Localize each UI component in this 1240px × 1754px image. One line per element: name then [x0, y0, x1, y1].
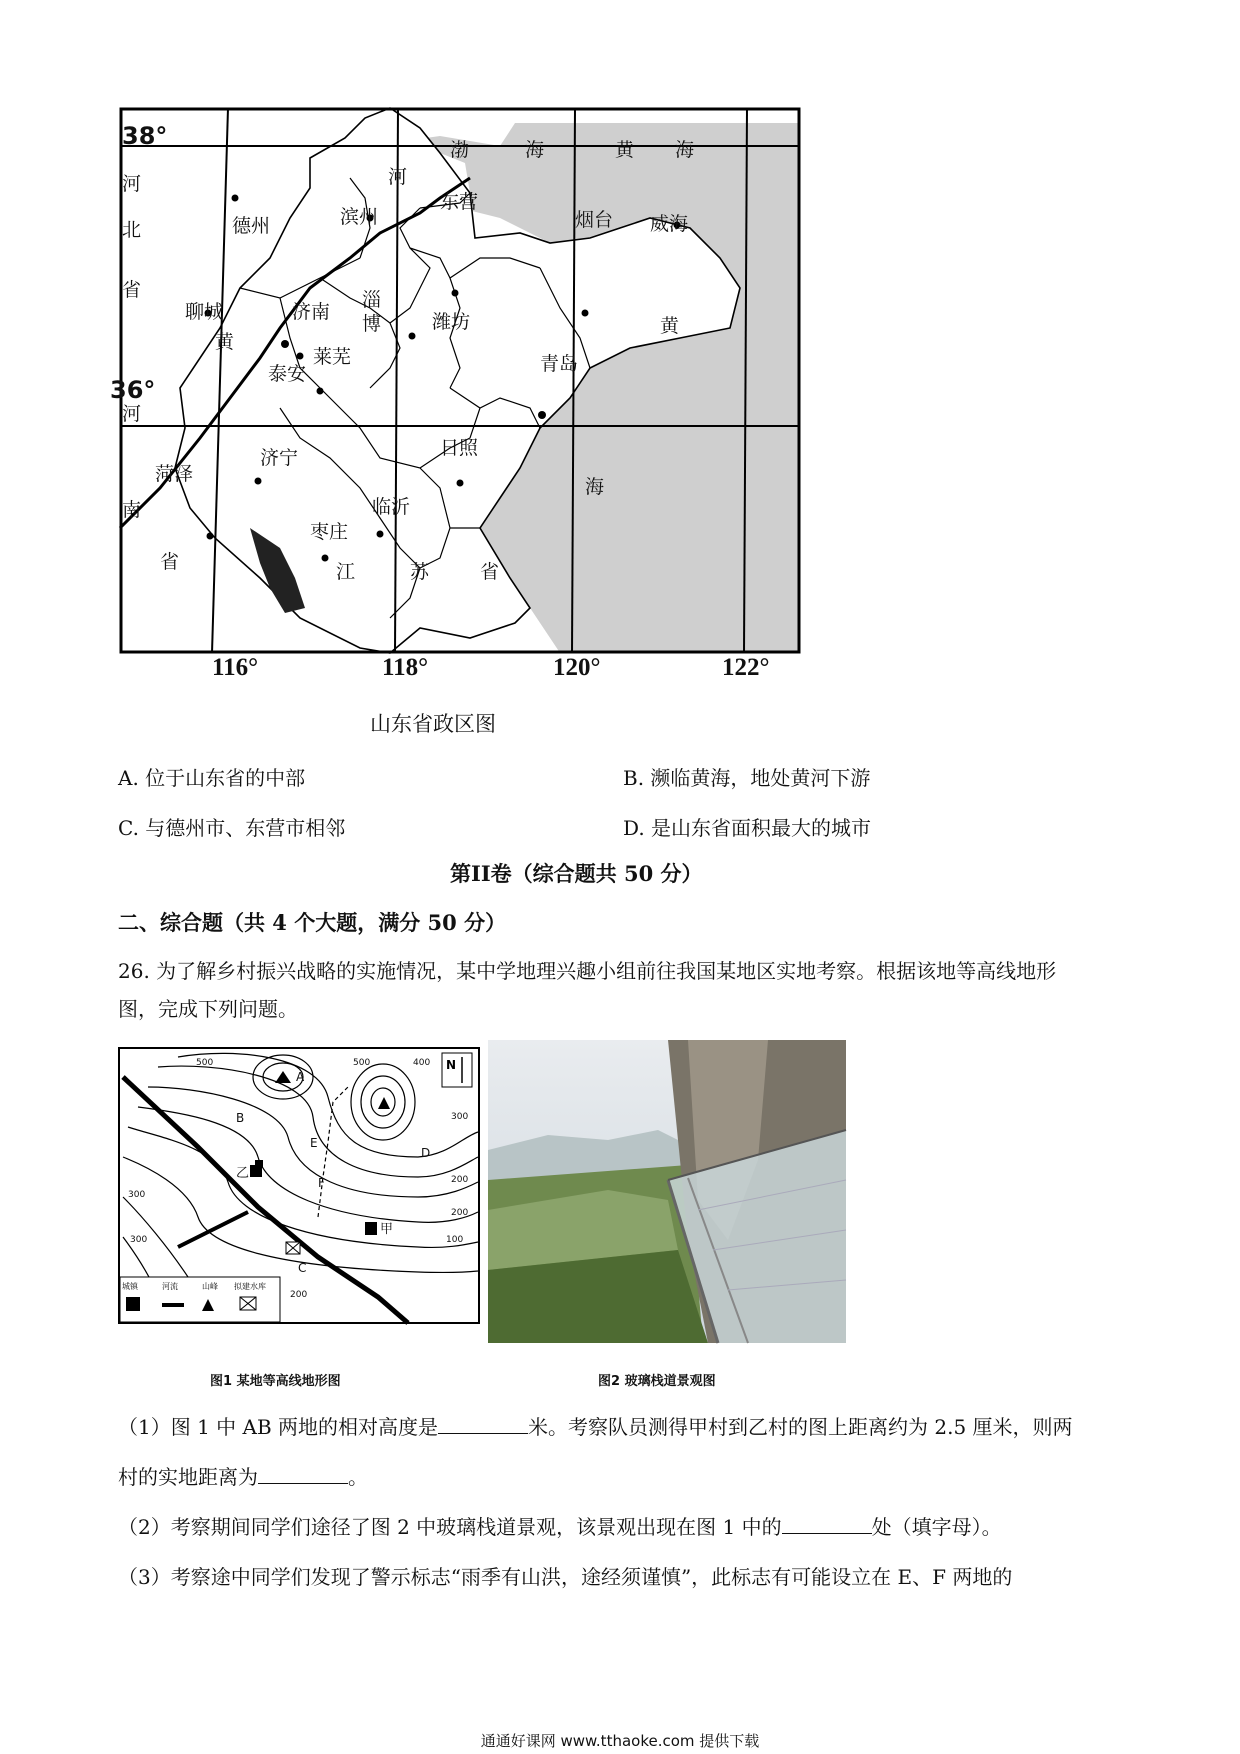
svg-text:河: 河	[122, 403, 142, 425]
svg-text:潍坊: 潍坊	[432, 311, 471, 333]
svg-text:省: 省	[480, 561, 500, 583]
svg-text:省: 省	[122, 279, 142, 301]
lon-116: 116°	[212, 654, 259, 681]
svg-text:200: 200	[451, 1208, 469, 1218]
fig2-caption: 图2 玻璃栈道景观图	[598, 1374, 716, 1389]
svg-text:C: C	[298, 1261, 307, 1275]
map-caption: 山东省政区图	[370, 712, 496, 736]
svg-text:黄: 黄	[615, 139, 635, 161]
svg-text:滨州: 滨州	[340, 206, 379, 228]
svg-text:济宁: 济宁	[260, 447, 299, 469]
svg-text:东营: 东营	[440, 191, 479, 213]
svg-text:甲: 甲	[380, 1222, 394, 1237]
svg-text:济南: 济南	[292, 301, 331, 323]
lon-122: 122°	[722, 654, 770, 681]
lon-118: 118°	[382, 654, 429, 681]
svg-text:烟台: 烟台	[575, 209, 614, 231]
svg-text:临沂: 临沂	[372, 496, 411, 518]
answer-blank[interactable]	[782, 1515, 872, 1534]
svg-text:河: 河	[388, 166, 408, 188]
svg-text:莱芜: 莱芜	[313, 346, 352, 368]
answer-blank[interactable]	[438, 1415, 528, 1434]
q26-intro: 26. 为了解乡村振兴战略的实施情况，某中学地理兴趣小组前往我国某地区实地考察。根据该地等高线地形 图，完成下列问题。	[118, 959, 1057, 1021]
svg-text:日照: 日照	[440, 437, 479, 459]
lon-120: 120°	[553, 654, 601, 681]
svg-text:泰安: 泰安	[268, 363, 307, 385]
footer: 通通好课网 www.tthaoke.com 提供下载	[480, 1732, 760, 1750]
svg-text:乙: 乙	[236, 1166, 250, 1181]
svg-text:300: 300	[128, 1190, 146, 1200]
svg-text:江: 江	[336, 561, 356, 583]
svg-text:淄: 淄	[362, 289, 382, 311]
svg-text:A: A	[296, 1070, 305, 1084]
svg-text:F: F	[318, 1176, 325, 1190]
q26-sub1: （1）图 1 中 AB 两地的相对高度是 米。考察队员测得甲村到乙村的图上距离约为 2.5 厘米，则两 村的实地距离为 。	[118, 1415, 1073, 1489]
svg-text:200: 200	[451, 1175, 469, 1185]
svg-text:菏泽: 菏泽	[155, 463, 194, 485]
svg-text:省: 省	[160, 551, 180, 573]
svg-text:海: 海	[585, 476, 605, 498]
svg-text:苏: 苏	[410, 561, 430, 583]
svg-text:河: 河	[122, 173, 142, 195]
svg-text:黄: 黄	[660, 315, 680, 337]
contour-map	[118, 1047, 480, 1324]
svg-text:城镇: 城镇	[122, 1282, 138, 1291]
svg-text:黄: 黄	[215, 331, 235, 353]
svg-text:威海: 威海	[650, 213, 689, 235]
section-title: 二、综合题（共 4 个大题，满分 50 分）	[118, 910, 507, 935]
svg-text:B: B	[236, 1111, 245, 1125]
option-b: B. 濒临黄海，地处黄河下游	[623, 766, 871, 790]
svg-text:E: E	[310, 1136, 318, 1150]
svg-text:100: 100	[446, 1235, 464, 1245]
svg-text:D: D	[421, 1146, 431, 1160]
shandong-map	[110, 108, 800, 653]
svg-text:300: 300	[451, 1112, 469, 1122]
svg-text:河流: 河流	[162, 1282, 178, 1291]
lat-38: 38°	[122, 122, 168, 150]
lat-36: 36°	[110, 376, 156, 404]
svg-text:枣庄: 枣庄	[310, 521, 349, 543]
svg-text:聊城: 聊城	[185, 301, 224, 323]
fig1-caption: 图1 某地等高线地形图	[210, 1374, 341, 1389]
svg-text:博: 博	[362, 313, 382, 335]
svg-text:海: 海	[675, 139, 695, 161]
svg-text:青岛: 青岛	[540, 353, 579, 375]
svg-text:400: 400	[413, 1058, 431, 1068]
option-a: A. 位于山东省的中部	[118, 766, 306, 790]
option-d: D. 是山东省面积最大的城市	[623, 816, 872, 840]
svg-text:500: 500	[196, 1058, 214, 1068]
svg-text:山峰: 山峰	[202, 1282, 218, 1291]
q26-sub3: （3）考察途中同学们发现了警示标志“雨季有山洪，途经须谨慎”，此标志有可能设立在 E、F 两地的	[118, 1565, 1013, 1589]
svg-text:南: 南	[122, 499, 142, 521]
svg-text:拟建水库: 拟建水库	[234, 1282, 266, 1291]
svg-text:海: 海	[525, 139, 545, 161]
svg-text:渤: 渤	[450, 139, 470, 161]
svg-text:200: 200	[290, 1290, 308, 1300]
svg-text:北: 北	[122, 219, 142, 241]
option-c: C. 与德州市、东营市相邻	[118, 816, 346, 840]
svg-text:德州: 德州	[232, 215, 271, 237]
part2-title: 第II卷（综合题共 50 分）	[450, 861, 703, 886]
svg-text:300: 300	[130, 1235, 148, 1245]
q26-sub2: （2）考察期间同学们途径了图 2 中玻璃栈道景观，该景观出现在图 1 中的 处（填字母）。	[118, 1515, 1002, 1539]
svg-text:N: N	[446, 1058, 457, 1072]
svg-text:500: 500	[353, 1058, 371, 1068]
glass-walkway-photo	[488, 1040, 846, 1343]
answer-blank[interactable]	[258, 1465, 348, 1484]
